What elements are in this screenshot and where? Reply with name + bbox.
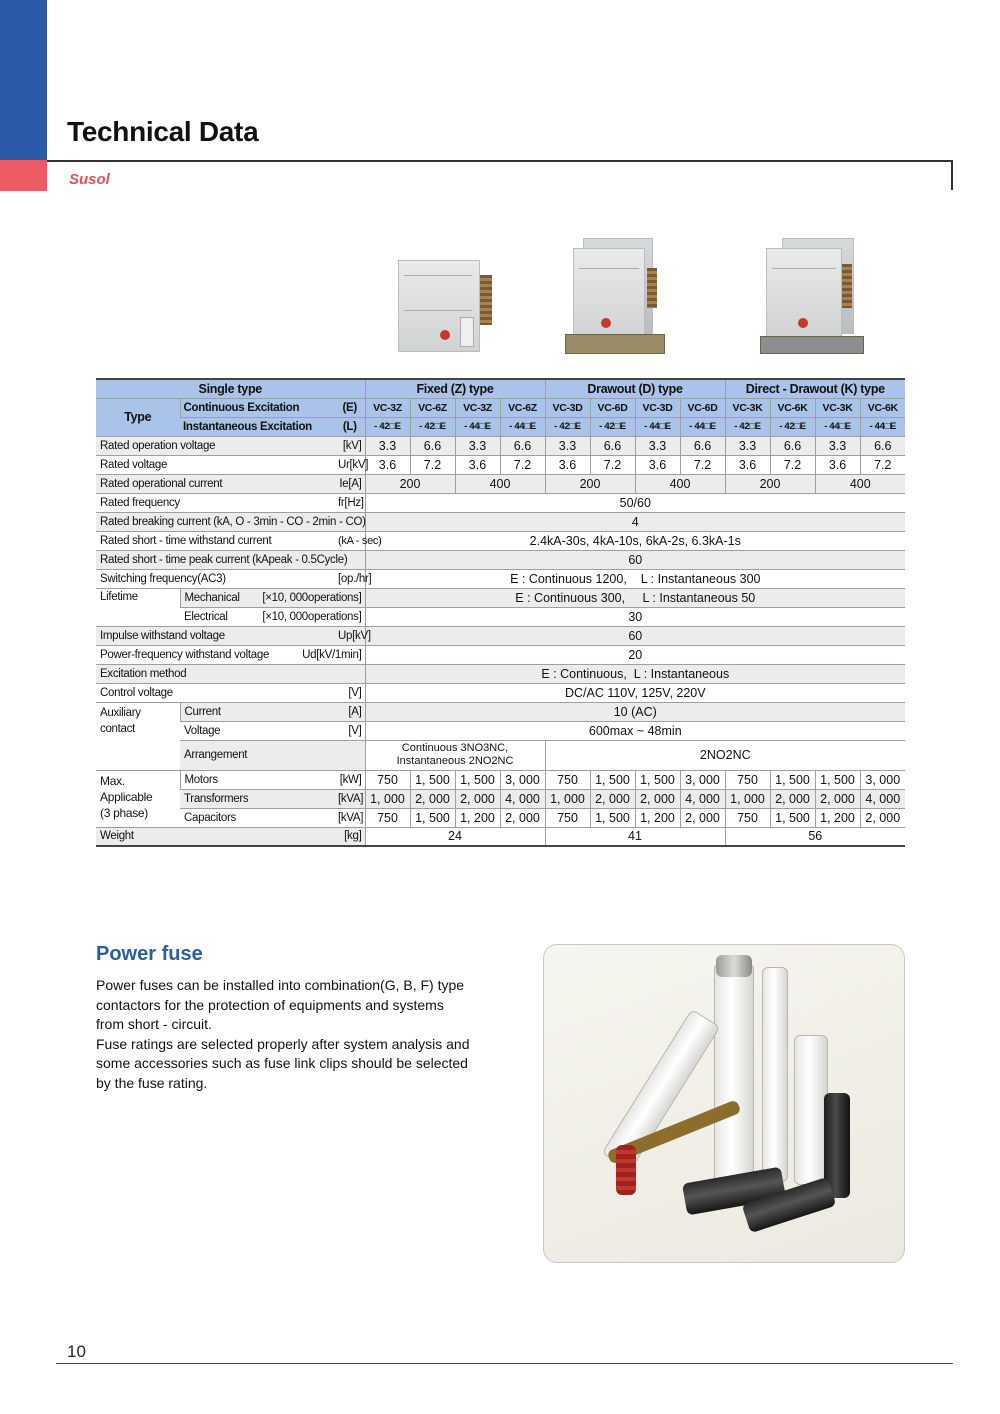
table-row — [96, 721, 905, 740]
value-cell: 2, 000 — [635, 789, 680, 808]
value-cell: 60 — [365, 550, 905, 569]
table-row — [96, 740, 905, 770]
row-unit: [kW] — [335, 770, 365, 789]
value-cell: 3.3 — [725, 436, 770, 455]
value-cell: 1, 500 — [815, 770, 860, 789]
fuse-red-insulator — [616, 1145, 636, 1195]
value-cell: 2, 000 — [455, 789, 500, 808]
row-unit: [kV] — [335, 436, 365, 455]
value-cell: 1, 500 — [590, 808, 635, 827]
suffix-cell: - 42□E — [770, 417, 815, 436]
arrangement-fixed-cell — [365, 740, 545, 770]
value-cell: 750 — [365, 808, 410, 827]
value-cell: 7.2 — [770, 455, 815, 474]
suffix-cell: - 44□E — [680, 417, 725, 436]
suffix-cell: - 44□E — [860, 417, 905, 436]
row-sublabel: Motors — [180, 770, 335, 789]
fuse-medium — [794, 1035, 828, 1185]
table-row — [96, 702, 905, 721]
value-cell: 750 — [725, 770, 770, 789]
model-cell: VC-6D — [680, 398, 725, 417]
suffix-cell: - 42□E — [725, 417, 770, 436]
page-number: 10 — [67, 1342, 86, 1361]
continuous-excitation-label: Continuous Excitation — [180, 398, 335, 417]
row-label: Control voltage — [96, 683, 335, 702]
row-unit: Ie[A] — [335, 474, 365, 493]
value-cell: 4, 000 — [680, 789, 725, 808]
value-cell: 4, 000 — [860, 789, 905, 808]
max-applicable-line2: Applicable — [100, 789, 153, 804]
value-cell: 3, 000 — [680, 770, 725, 789]
table-row — [96, 493, 905, 512]
value-cell: 3.6 — [725, 455, 770, 474]
description-line: some accessories such as fuse link clips should be selected — [96, 1055, 468, 1071]
table-row — [96, 550, 905, 569]
description-line: from short - circuit. — [96, 1016, 212, 1032]
table-row — [96, 531, 905, 550]
row-unit: [kVA] — [335, 808, 365, 827]
arrangement-fixed-line2: Instantaneous 2NO2NC — [396, 755, 514, 767]
value-cell: 1, 200 — [455, 808, 500, 827]
max-applicable-line1: Max. — [100, 773, 125, 788]
table-row — [96, 789, 905, 808]
row-unit: Up[kV] — [335, 626, 365, 645]
row-sublabel — [180, 588, 365, 607]
value-cell: 400 — [455, 474, 545, 493]
value-cell: 2.4kA-30s, 4kA-10s, 6kA-2s, 6.3kA-1s — [365, 531, 905, 550]
model-cell: VC-6K — [770, 398, 815, 417]
description-line: Power fuses can be installed into combination(G, B, F) type — [96, 977, 465, 993]
value-cell: 750 — [365, 770, 410, 789]
value-cell: 1, 500 — [410, 808, 455, 827]
value-cell: E : Continuous 1200, L : Instantaneous 300 — [365, 569, 905, 588]
value-cell: 6.6 — [680, 436, 725, 455]
description-line: by the fuse rating. — [96, 1074, 208, 1091]
value-cell: 3.3 — [815, 436, 860, 455]
product-image-direct-drawout-type — [760, 238, 870, 360]
table-row — [96, 645, 905, 664]
row-unit: fr[Hz] — [335, 493, 365, 512]
value-cell: 6.6 — [500, 436, 545, 455]
table-row — [96, 626, 905, 645]
side-accent-red — [0, 160, 47, 191]
value-cell: 50/60 — [365, 493, 905, 512]
value-cell: 7.2 — [590, 455, 635, 474]
row-label: Weight — [96, 827, 335, 846]
value-cell: 56 — [725, 827, 905, 846]
value-cell: 3, 000 — [860, 770, 905, 789]
max-applicable-label — [96, 770, 180, 827]
model-cell: VC-3D — [545, 398, 590, 417]
value-cell: 3, 000 — [500, 770, 545, 789]
footer-divider — [56, 1363, 953, 1364]
electrical-label: Electrical — [184, 610, 228, 623]
row-sublabel — [180, 607, 365, 626]
table-row — [96, 664, 905, 683]
instantaneous-code: (L) — [335, 417, 365, 436]
value-cell: 2, 000 — [500, 808, 545, 827]
model-row — [96, 398, 905, 417]
value-cell: 3.6 — [635, 455, 680, 474]
arrangement-fixed-line1: Continuous 3NO3NC, — [401, 742, 509, 754]
description-line: contactors for the protection of equipments and systems — [96, 996, 444, 1013]
row-label: Rated operation voltage — [96, 436, 335, 455]
suffix-cell: - 44□E — [455, 417, 500, 436]
row-label: Rated short - time peak current (kApeak - 0.5Cycle) — [96, 550, 365, 569]
value-cell: 2, 000 — [410, 789, 455, 808]
value-cell: 2, 000 — [590, 789, 635, 808]
table-row — [96, 588, 905, 607]
single-type-header: Single type — [96, 379, 365, 398]
value-cell: 30 — [365, 607, 905, 626]
suffix-cell: - 42□E — [365, 417, 410, 436]
type-label: Type — [96, 398, 180, 436]
model-cell: VC-6Z — [500, 398, 545, 417]
row-label: Rated frequency — [96, 493, 335, 512]
row-unit: Ud[kV/1min] — [302, 648, 362, 661]
value-cell: 20 — [365, 645, 905, 664]
value-cell: 1, 200 — [635, 808, 680, 827]
value-cell: 3.3 — [635, 436, 680, 455]
suffix-cell: - 44□E — [500, 417, 545, 436]
model-cell: VC-3D — [635, 398, 680, 417]
row-label: Switching frequency(AC3) — [96, 569, 335, 588]
row-unit: [×10, 000operations] — [262, 591, 362, 604]
value-cell: 200 — [545, 474, 635, 493]
value-cell: 3.3 — [365, 436, 410, 455]
row-sublabel: Voltage — [180, 721, 335, 740]
model-cell: VC-6Z — [410, 398, 455, 417]
value-cell: 3.6 — [455, 455, 500, 474]
table-header-row — [96, 379, 905, 398]
value-cell: 3.6 — [815, 455, 860, 474]
model-cell: VC-3Z — [455, 398, 500, 417]
value-cell: 1, 500 — [770, 770, 815, 789]
row-unit: [×10, 000operations] — [262, 610, 362, 623]
suffix-cell: - 44□E — [635, 417, 680, 436]
table-row — [96, 683, 905, 702]
value-cell: 1, 500 — [455, 770, 500, 789]
page-title: Technical Data — [67, 116, 259, 147]
value-cell: 7.2 — [500, 455, 545, 474]
suffix-cell: - 42□E — [590, 417, 635, 436]
row-unit: [A] — [335, 702, 365, 721]
table-row — [96, 827, 905, 846]
value-cell: 7.2 — [680, 455, 725, 474]
group-header-fixed: Fixed (Z) type — [365, 379, 545, 398]
row-label: Rated voltage — [96, 455, 335, 474]
value-cell: 1, 000 — [725, 789, 770, 808]
row-sublabel: Transformers — [180, 789, 335, 808]
value-cell: 7.2 — [860, 455, 905, 474]
auxiliary-contact-label: Auxiliary contact — [96, 702, 180, 770]
value-cell: 3.3 — [455, 436, 500, 455]
row-label: Impulse withstand voltage — [96, 626, 335, 645]
row-sublabel — [96, 645, 365, 664]
group-header-direct-drawout: Direct - Drawout (K) type — [725, 379, 905, 398]
value-cell: 750 — [725, 808, 770, 827]
model-cell: VC-6K — [860, 398, 905, 417]
row-label: Rated operational current — [96, 474, 335, 493]
model-cell: VC-6D — [590, 398, 635, 417]
value-cell: 24 — [365, 827, 545, 846]
value-cell: 750 — [545, 808, 590, 827]
table-row — [96, 436, 905, 455]
row-unit: [kVA] — [335, 789, 365, 808]
description-line: Fuse ratings are selected properly after system analysis and — [96, 1035, 470, 1052]
side-accent-blue — [0, 0, 47, 160]
value-cell: 200 — [365, 474, 455, 493]
lifetime-label: Lifetime — [96, 588, 180, 626]
value-cell: 1, 200 — [815, 808, 860, 827]
row-unit: [V] — [335, 721, 365, 740]
table-row — [96, 455, 905, 474]
value-cell: 60 — [365, 626, 905, 645]
value-cell: 200 — [725, 474, 815, 493]
value-cell: 3.6 — [365, 455, 410, 474]
value-cell: 1, 000 — [365, 789, 410, 808]
value-cell: 1, 500 — [410, 770, 455, 789]
product-image-drawout-type — [565, 238, 690, 360]
value-cell: 2, 000 — [860, 808, 905, 827]
row-label: Power-frequency withstand voltage — [100, 648, 270, 661]
value-cell: 41 — [545, 827, 725, 846]
value-cell: E : Continuous, L : Instantaneous — [365, 664, 905, 683]
value-cell: 6.6 — [860, 436, 905, 455]
value-cell: 4 — [365, 512, 905, 531]
table-row — [96, 607, 905, 626]
row-sublabel: Capacitors — [180, 808, 335, 827]
value-cell: 400 — [815, 474, 905, 493]
row-label: Rated short - time withstand current — [96, 531, 335, 550]
value-cell: 4, 000 — [500, 789, 545, 808]
value-cell: 2, 000 — [680, 808, 725, 827]
table-row — [96, 808, 905, 827]
value-cell: 10 (AC) — [365, 702, 905, 721]
value-cell: 6.6 — [410, 436, 455, 455]
suffix-cell: - 42□E — [545, 417, 590, 436]
value-cell: 2, 000 — [770, 789, 815, 808]
value-cell: E : Continuous 300, L : Instantaneous 50 — [365, 588, 905, 607]
power-fuse-heading: Power fuse — [96, 943, 203, 965]
row-label: Rated breaking current (kA, O - 3min - CO - 2min - CO) — [96, 512, 365, 531]
value-cell: 400 — [635, 474, 725, 493]
suffix-cell: - 44□E — [815, 417, 860, 436]
power-fuse-photo — [543, 944, 905, 1263]
row-unit: [kg] — [335, 827, 365, 846]
row-unit: Ur[kV] — [335, 455, 365, 474]
value-cell: 7.2 — [410, 455, 455, 474]
table-row — [96, 569, 905, 588]
table-row — [96, 474, 905, 493]
row-sublabel: Current — [180, 702, 335, 721]
model-cell: VC-3K — [815, 398, 860, 417]
group-header-drawout: Drawout (D) type — [545, 379, 725, 398]
power-fuse-description — [96, 976, 516, 1093]
max-applicable-line3: (3 phase) — [100, 805, 148, 820]
table-row — [96, 770, 905, 789]
row-unit: (kA - sec) — [335, 531, 365, 550]
instantaneous-excitation-label: Instantaneous Excitation — [180, 417, 335, 436]
product-image-fixed-type — [398, 255, 498, 355]
technical-data-table — [96, 378, 905, 847]
fuse-tall-cap — [716, 955, 752, 977]
value-cell: 6.6 — [770, 436, 815, 455]
value-cell: DC/AC 110V, 125V, 220V — [365, 683, 905, 702]
mechanical-label: Mechanical — [184, 591, 240, 604]
value-cell: 600max ~ 48min — [365, 721, 905, 740]
value-cell: 3.6 — [545, 455, 590, 474]
model-cell: VC-3Z — [365, 398, 410, 417]
fuse-tall — [714, 963, 754, 1193]
model-cell: VC-3K — [725, 398, 770, 417]
title-divider — [47, 160, 953, 162]
value-cell: 1, 000 — [545, 789, 590, 808]
table-row — [96, 512, 905, 531]
value-cell: 2, 000 — [815, 789, 860, 808]
suffix-cell: - 42□E — [410, 417, 455, 436]
suffix-row — [96, 417, 905, 436]
value-cell: 2NO2NC — [545, 740, 905, 770]
row-sublabel: Arrangement — [180, 740, 365, 770]
fuse-slim — [762, 967, 788, 1182]
row-label: Excitation method — [96, 664, 365, 683]
value-cell: 1, 500 — [635, 770, 680, 789]
title-divider-tick — [951, 160, 953, 190]
row-unit: [op./hr] — [335, 569, 365, 588]
brand-logo: Susol — [69, 171, 110, 188]
value-cell: 1, 500 — [590, 770, 635, 789]
value-cell: 6.6 — [590, 436, 635, 455]
row-unit: [V] — [335, 683, 365, 702]
value-cell: 750 — [545, 770, 590, 789]
continuous-code: (E) — [335, 398, 365, 417]
value-cell: 1, 500 — [770, 808, 815, 827]
value-cell: 3.3 — [545, 436, 590, 455]
